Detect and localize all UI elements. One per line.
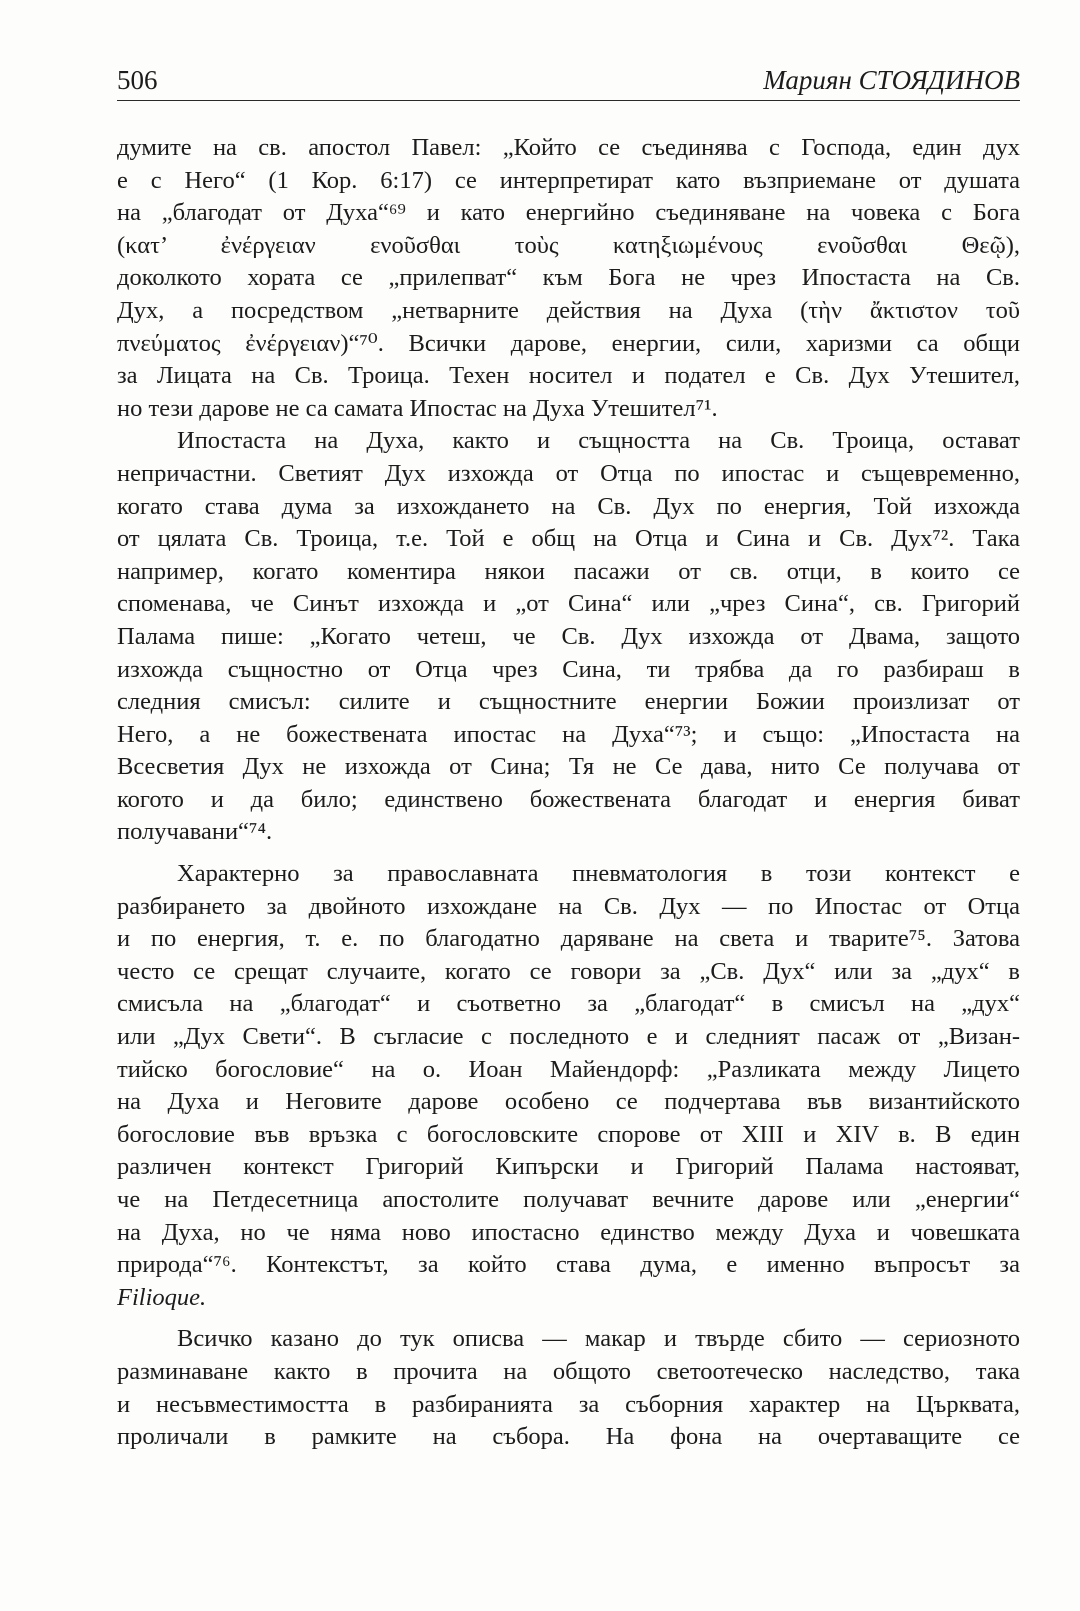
paragraph <box>117 425 1020 849</box>
running-head-author: Мариян СТОЯДИНОВ <box>763 65 1020 95</box>
text-line: на Духа, но че няма ново ипостасно единство между Духа и човешката <box>117 1218 1020 1246</box>
text-line: например, когато коментира някои пасажи от св. отци, в които се <box>117 557 1020 585</box>
text-line: на „благодат от Духа“⁶⁹ и като енергийно съединяване на човека с Бога <box>117 199 1020 227</box>
text-line: природа“⁷⁶. Контекстът, за който става дума, е именно въпросът за <box>117 1251 1020 1279</box>
text-line: и по енергия, т. е. по благодатно даряване на света и тварите⁷⁵. Затова <box>117 925 1020 953</box>
text-line: Него, а не божествената ипостас на Духа“⁷³; и също: „Ипостаста на <box>117 720 1020 748</box>
text-line: Ипостаста на Духа, както и същността на Св. Троица, остават <box>177 427 1020 455</box>
text-line: разбирането за двойното изхождане на Св. Дух — по Ипостас от Отца <box>117 892 1020 920</box>
paragraph <box>117 1323 1020 1453</box>
text-line: разминаване както в прочита на общото светоотеческо наследство, така <box>117 1357 1020 1385</box>
body-text <box>117 132 1020 1454</box>
text-line: когото и да било; единствено божествената благодат и енергия биват <box>117 785 1020 813</box>
text-line: Характерно за православната пневматология в този контекст е <box>177 860 1020 888</box>
text-line: доколкото хората се „прилепват“ към Бога не чрез Ипостаста на Св. <box>117 264 1020 292</box>
text-line: получавани“⁷⁴. <box>117 818 273 846</box>
paragraph <box>117 858 1020 1314</box>
text-line: думите на св. апостол Павел: „Който се съединява с Господа, един дух <box>117 134 1020 161</box>
text-line: смисъла на „благодат“ и съответно за „благодат“ в смисъл на „дух“ <box>117 990 1020 1018</box>
text-line: е с Него“ (1 Кор. 6:17) се интерпретират като възприемане от душата <box>117 166 1020 194</box>
text-line: Всичко казано до тук описва — макар и твърде сбито — сериозното <box>177 1325 1020 1353</box>
paragraph <box>117 132 1020 425</box>
text-line: Filioque. <box>117 1283 207 1311</box>
text-line: Дух, а посредством „нетварните действия на Духа (τὴν ἄκτιστον τοῦ <box>117 296 1020 324</box>
text-line: (κατ’ ἐνέργειαν ενοῦσθαι τοὺς κατηξιωμένους ενοῦσθαι Θεῷ), <box>117 231 1020 259</box>
text-line: Всесветия Дух не изхожда от Сина; Тя не Се дава, нито Се получава от <box>117 753 1020 781</box>
text-line: Палама пише: „Когато четеш, че Св. Дух изхожда от Двама, защото <box>117 622 1020 650</box>
text-line: изхожда същностно от Отца чрез Сина, ти трябва да го разбираш в <box>117 655 1020 683</box>
text-line: често се срещат случаите, когато се говори за „Св. Дух“ или за „дух“ в <box>117 957 1020 985</box>
text-line: проличали в рамките на събора. На фона на очертаващите се <box>117 1423 1020 1451</box>
text-line: богословие във връзка с богословските спорове от XIII и XIV в. В един <box>117 1120 1020 1148</box>
text-line: че на Петдесетница апостолите получават вечните дарове или „енергии“ <box>117 1186 1020 1213</box>
text-line: споменава, че Синът изхожда и „от Сина“ или „чрез Сина“, св. Григорий <box>117 590 1020 618</box>
text-line: на Духа и Неговите дарове особено се подчертава във византийското <box>117 1088 1020 1116</box>
text-line: но тези дарове не са самата Ипостас на Духа Утешител⁷¹. <box>117 394 718 422</box>
text-line: следния смисъл: силите и същностните енергии Божии произлизат от <box>117 688 1020 716</box>
page-number: 506 <box>117 65 158 95</box>
text-line: и несъвместимостта в разбиранията за съборния характер на Църквата, <box>117 1390 1020 1418</box>
text-line: когато става дума за изхождането на Св. Дух по енергия, Той изхожда <box>117 492 1020 520</box>
text-line: тийско богословие“ на о. Иоан Майендорф: „Разликата между Лицето <box>117 1055 1020 1083</box>
text-line: от цялата Св. Троица, т.е. Той е общ на Отца и Сина и Св. Дух⁷². Така <box>117 525 1020 553</box>
text-line: или „Дух Свети“. В съгласие с последното е и следният пасаж от „Визан- <box>117 1023 1020 1051</box>
text-line: различен контекст Григорий Кипърски и Григорий Палама настояват, <box>117 1153 1020 1181</box>
text-line: πνεύματος ἐνέργειαν)“⁷⁰. Всички дарове, енергии, сили, харизми са общи <box>117 329 1020 357</box>
text-line: за Лицата на Св. Троица. Техен носител и подател е Св. Дух Утешител, <box>117 362 1020 390</box>
page-header <box>117 58 1020 101</box>
text-line: непричастни. Светият Дух изхожда от Отца по ипостас и същевременно, <box>117 459 1020 487</box>
